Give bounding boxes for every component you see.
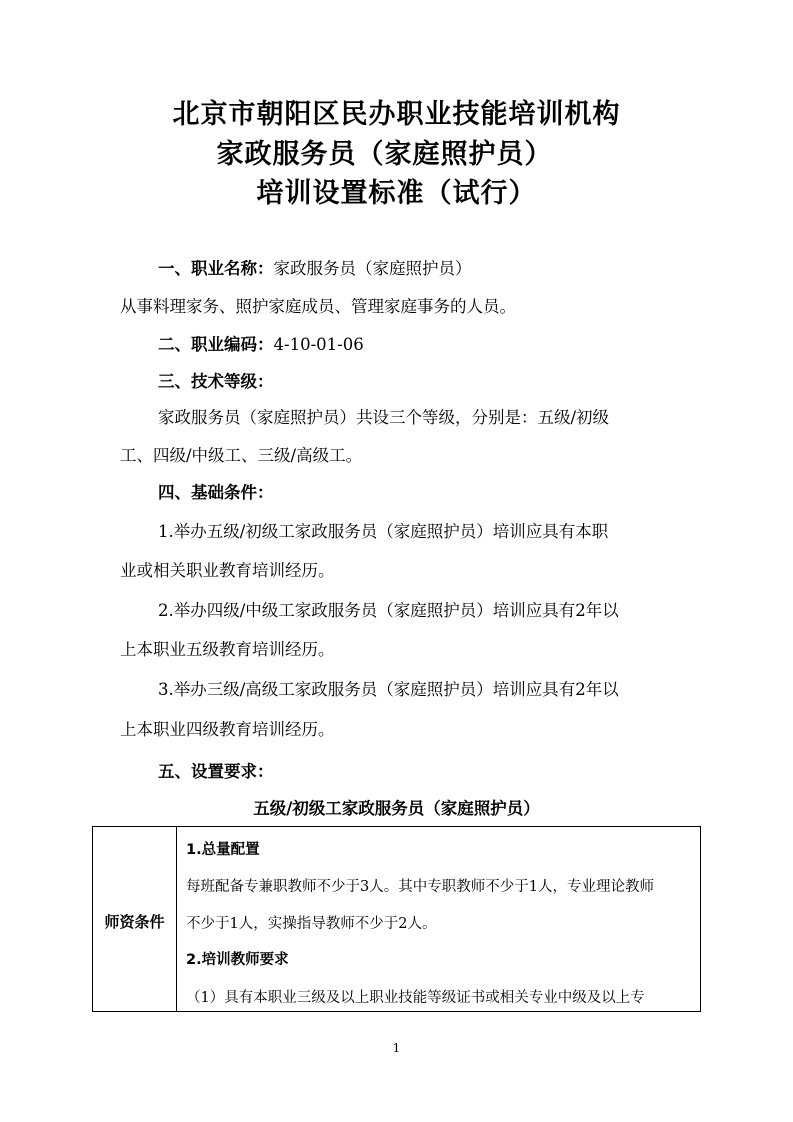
section-heading-4: 四、基础条件： [158, 483, 274, 502]
section-occupation-code [158, 333, 364, 357]
section-heading-1: 一、职业名称： [158, 259, 274, 278]
document-title-line-1: 北京市朝阳区民办职业技能培训机构 [172, 99, 621, 130]
skill-levels-line-2: 工、四级/中级工、三级/高级工。 [120, 446, 363, 465]
teacher-requirements-table [92, 826, 701, 1012]
page-number: 1 [392, 1041, 401, 1055]
table-row-label: 师资条件 [104, 913, 165, 931]
skill-levels-line-1: 家政服务员（家庭照护员）共设三个等级，分别是：五级/初级 [158, 408, 610, 427]
basic-condition-2-line-1: 2.举办四级/中级工家政服务员（家庭照护员）培训应具有2年以 [158, 601, 619, 620]
basic-condition-2-line-2: 上本职业五级教育培训经历。 [120, 640, 335, 659]
section-heading-3: 三、技术等级： [158, 372, 274, 391]
section-heading-5: 五、设置要求： [158, 762, 274, 781]
table-teacher-line-1: （1）具有本职业三级及以上职业技能等级证书或相关专业中级及以上专 [186, 990, 645, 1006]
table-total-line-1: 每班配备专兼职教师不少于3人。其中专职教师不少于1人，专业理论教师 [186, 879, 654, 895]
basic-condition-1-line-1: 1.举办五级/初级工家政服务员（家庭照护员）培训应具有本职 [158, 522, 609, 541]
document-title-line-3: 培训设置标准（试行） [256, 178, 537, 209]
occupation-name-value: 家政服务员（家庭照护员） [273, 259, 472, 278]
document-title-line-2: 家政服务员（家庭照护员） [216, 139, 553, 170]
occupation-description: 从事料理家务、照护家庭成员、管理家庭事务的人员。 [120, 297, 516, 316]
table-caption: 五级/初级工家政服务员（家庭照护员） [253, 799, 540, 818]
basic-condition-1-line-2: 业或相关职业教育培训经历。 [120, 561, 335, 580]
table-total-line-2: 不少于1人，实操指导教师不少于2人。 [186, 916, 437, 932]
table-subheading-total: 1.总量配置 [186, 842, 260, 858]
section-occupation-name [158, 257, 472, 281]
table-column-divider [176, 827, 177, 1011]
basic-condition-3-line-2: 上本职业四级教育培训经历。 [120, 720, 335, 739]
occupation-code-value: 4-10-01-06 [273, 335, 364, 354]
table-subheading-teacher: 2.培训教师要求 [186, 952, 289, 968]
section-heading-2: 二、职业编码： [158, 335, 274, 354]
basic-condition-3-line-1: 3.举办三级/高级工家政服务员（家庭照护员）培训应具有2年以 [158, 680, 619, 699]
